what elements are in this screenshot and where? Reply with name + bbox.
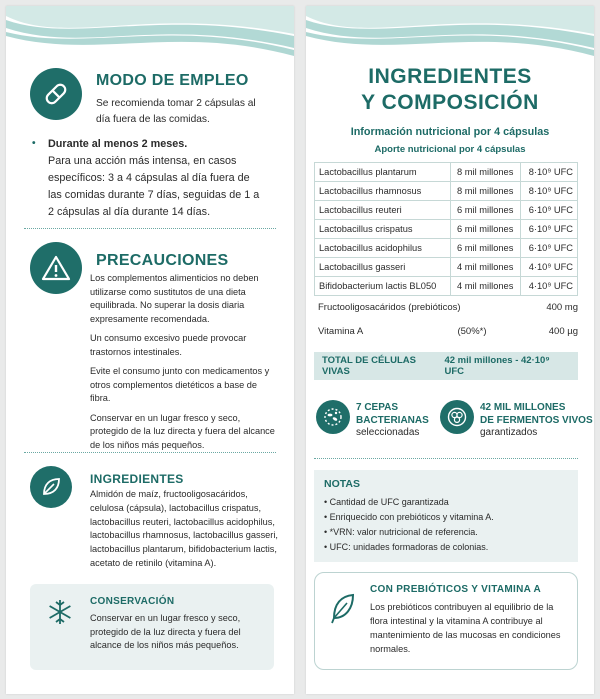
fos-value: 400 mg xyxy=(546,302,578,313)
strain-amount: 6 mil millones xyxy=(450,239,520,258)
page-title-line2: Y COMPOSICIÓN xyxy=(361,91,539,114)
table-row xyxy=(315,163,578,182)
strain-name: Lactobacillus rhamnosus xyxy=(315,182,451,201)
vitamin-a-value: 400 µg xyxy=(548,326,578,337)
nutrition-table xyxy=(314,162,578,296)
table-row xyxy=(315,277,578,296)
capsule-icon xyxy=(30,68,82,120)
strain-ufc: 8·10⁹ UFC xyxy=(520,182,577,201)
vitamin-a-row xyxy=(318,326,578,337)
precauciones-p4: Conservar en un lugar fresco y seco, protegido de la luz directa y fuera del alcance de los niños más pequeños. xyxy=(90,412,275,450)
notes-list xyxy=(324,495,568,555)
fos-row xyxy=(318,302,578,313)
strain-ufc: 8·10⁹ UFC xyxy=(520,163,577,182)
table-row xyxy=(315,220,578,239)
snowflake-icon xyxy=(46,598,74,626)
list-item: • Cantidad de UFC garantizada xyxy=(324,495,568,510)
table-row xyxy=(315,182,578,201)
precauciones-p2: Un consumo excesivo puede provocar trastornos intestinales. xyxy=(90,333,247,357)
precauciones-text xyxy=(90,272,276,458)
vitamin-a-vrn: (50%*) xyxy=(457,326,487,337)
decorative-wave xyxy=(306,6,594,66)
table-row xyxy=(315,258,578,277)
stat-ferments xyxy=(480,402,593,440)
modo-bullet-text: Para una acción más intensa, en casos específicos: 3 a 4 cápsulas al día fuera de las comidas durante 7 días, seguidas de 1 a 2 cápsulas al día durante 14 días. xyxy=(48,155,260,218)
left-panel xyxy=(6,6,294,694)
modo-title: MODO DE EMPLEO xyxy=(96,72,249,89)
ingredientes-title: INGREDIENTES xyxy=(90,472,184,486)
strain-name: Bifidobacterium lactis BL050 xyxy=(315,277,451,296)
prebiotic-text: Los prebióticos contribuyen al equilibrio de la flora intestinal y la vitamina A contribuye al mantenimiento de las mucosas en condiciones normales. xyxy=(370,602,561,654)
stat-strains-line2: BACTERIANAS xyxy=(356,414,429,426)
ingredientes-text: Almidón de maíz, fructooligosacáridos, celulosa (cápsula), lactobacillus crispatus, lactobacillus reuteri, lactobacillus acidophilus, lactobacillus rhamnosus, lactobacillus gasseri, lactobacillus plantarum, bifidobacterium lactis, acetato de retinilo (vitamina A). xyxy=(90,489,278,568)
nutrition-subtitle-2: Aporte nutricional por 4 cápsulas xyxy=(374,144,526,155)
bacteria-icon xyxy=(316,400,350,434)
precauciones-p1: Los complementos alimenticios no deben utilizarse como sustitutos de una dieta equilibrada. No superar la dosis diaria expresamente recomendada. xyxy=(90,273,259,324)
strain-amount: 4 mil millones xyxy=(450,277,520,296)
total-label: TOTAL DE CÉLULAS VIVAS xyxy=(322,355,416,377)
strain-ufc: 6·10⁹ UFC xyxy=(520,201,577,220)
stat-strains-line3: seleccionadas xyxy=(356,427,420,438)
stat-strains xyxy=(356,402,429,440)
prebiotic-title: CON PREBIÓTICOS Y VITAMINA A xyxy=(370,584,542,595)
strain-amount: 8 mil millones xyxy=(450,182,520,201)
fos-name: Fructooligosacáridos (prebióticos) xyxy=(318,302,461,313)
cells-icon xyxy=(440,400,474,434)
notes-box xyxy=(314,470,578,562)
total-cells-bar xyxy=(314,352,578,380)
divider xyxy=(24,452,276,453)
list-item: • UFC: unidades formadoras de colonias. xyxy=(324,540,568,555)
divider xyxy=(24,228,276,229)
precauciones-p3: Evite el consumo junto con medicamentos y otros complementos dietéticos a base de fibra. xyxy=(90,366,270,403)
strain-name: Lactobacillus reuteri xyxy=(315,201,451,220)
modo-text: Se recomienda tomar 2 cápsulas al día fuera de las comidas. xyxy=(96,98,256,125)
modo-bullet: • xyxy=(32,138,36,149)
strain-ufc: 6·10⁹ UFC xyxy=(520,220,577,239)
stat-strains-line1: 7 CEPAS xyxy=(356,402,399,413)
strain-ufc: 4·10⁹ UFC xyxy=(520,258,577,277)
notes-title: NOTAS xyxy=(324,478,360,490)
stat-ferments-line2: DE FERMENTOS VIVOS xyxy=(480,414,593,426)
strain-name: Lactobacillus crispatus xyxy=(315,220,451,239)
conservacion-title: CONSERVACIÓN xyxy=(90,596,175,607)
precauciones-title: PRECAUCIONES xyxy=(96,252,229,269)
right-panel xyxy=(306,6,594,694)
strain-name: Lactobacillus acidophilus xyxy=(315,239,451,258)
strain-ufc: 4·10⁹ UFC xyxy=(520,277,577,296)
list-item: • Enriquecido con prebióticos y vitamina A. xyxy=(324,510,568,525)
stat-ferments-line3: garantizados xyxy=(480,427,538,438)
table-row xyxy=(315,239,578,258)
strain-name: Lactobacillus plantarum xyxy=(315,163,451,182)
warning-icon xyxy=(30,242,82,294)
total-value: 42 mil millones - 42·10⁹ UFC xyxy=(444,355,550,377)
table-row xyxy=(315,201,578,220)
strain-amount: 4 mil millones xyxy=(450,258,520,277)
divider xyxy=(314,458,578,459)
stat-ferments-line1: 42 MIL MILLONES xyxy=(480,402,566,413)
strain-ufc: 6·10⁹ UFC xyxy=(520,239,577,258)
strain-amount: 8 mil millones xyxy=(450,163,520,182)
decorative-wave xyxy=(6,6,294,66)
page-title-line1: INGREDIENTES xyxy=(368,65,532,88)
list-item: • *VRN: valor nutricional de referencia. xyxy=(324,525,568,540)
vitamin-a-name: Vitamina A xyxy=(318,326,364,337)
conservacion-text: Conservar en un lugar fresco y seco, protegido de la luz directa y fuera del alcance de los niños más pequeños. xyxy=(90,613,241,650)
strain-amount: 6 mil millones xyxy=(450,201,520,220)
nutrition-subtitle: Información nutricional por 4 cápsulas xyxy=(350,126,550,138)
strain-amount: 6 mil millones xyxy=(450,220,520,239)
leaf-icon xyxy=(328,590,358,624)
strain-name: Lactobacillus gasseri xyxy=(315,258,451,277)
modo-bullet-bold: Durante al menos 2 meses. xyxy=(48,138,188,150)
leaf-icon xyxy=(30,466,72,508)
